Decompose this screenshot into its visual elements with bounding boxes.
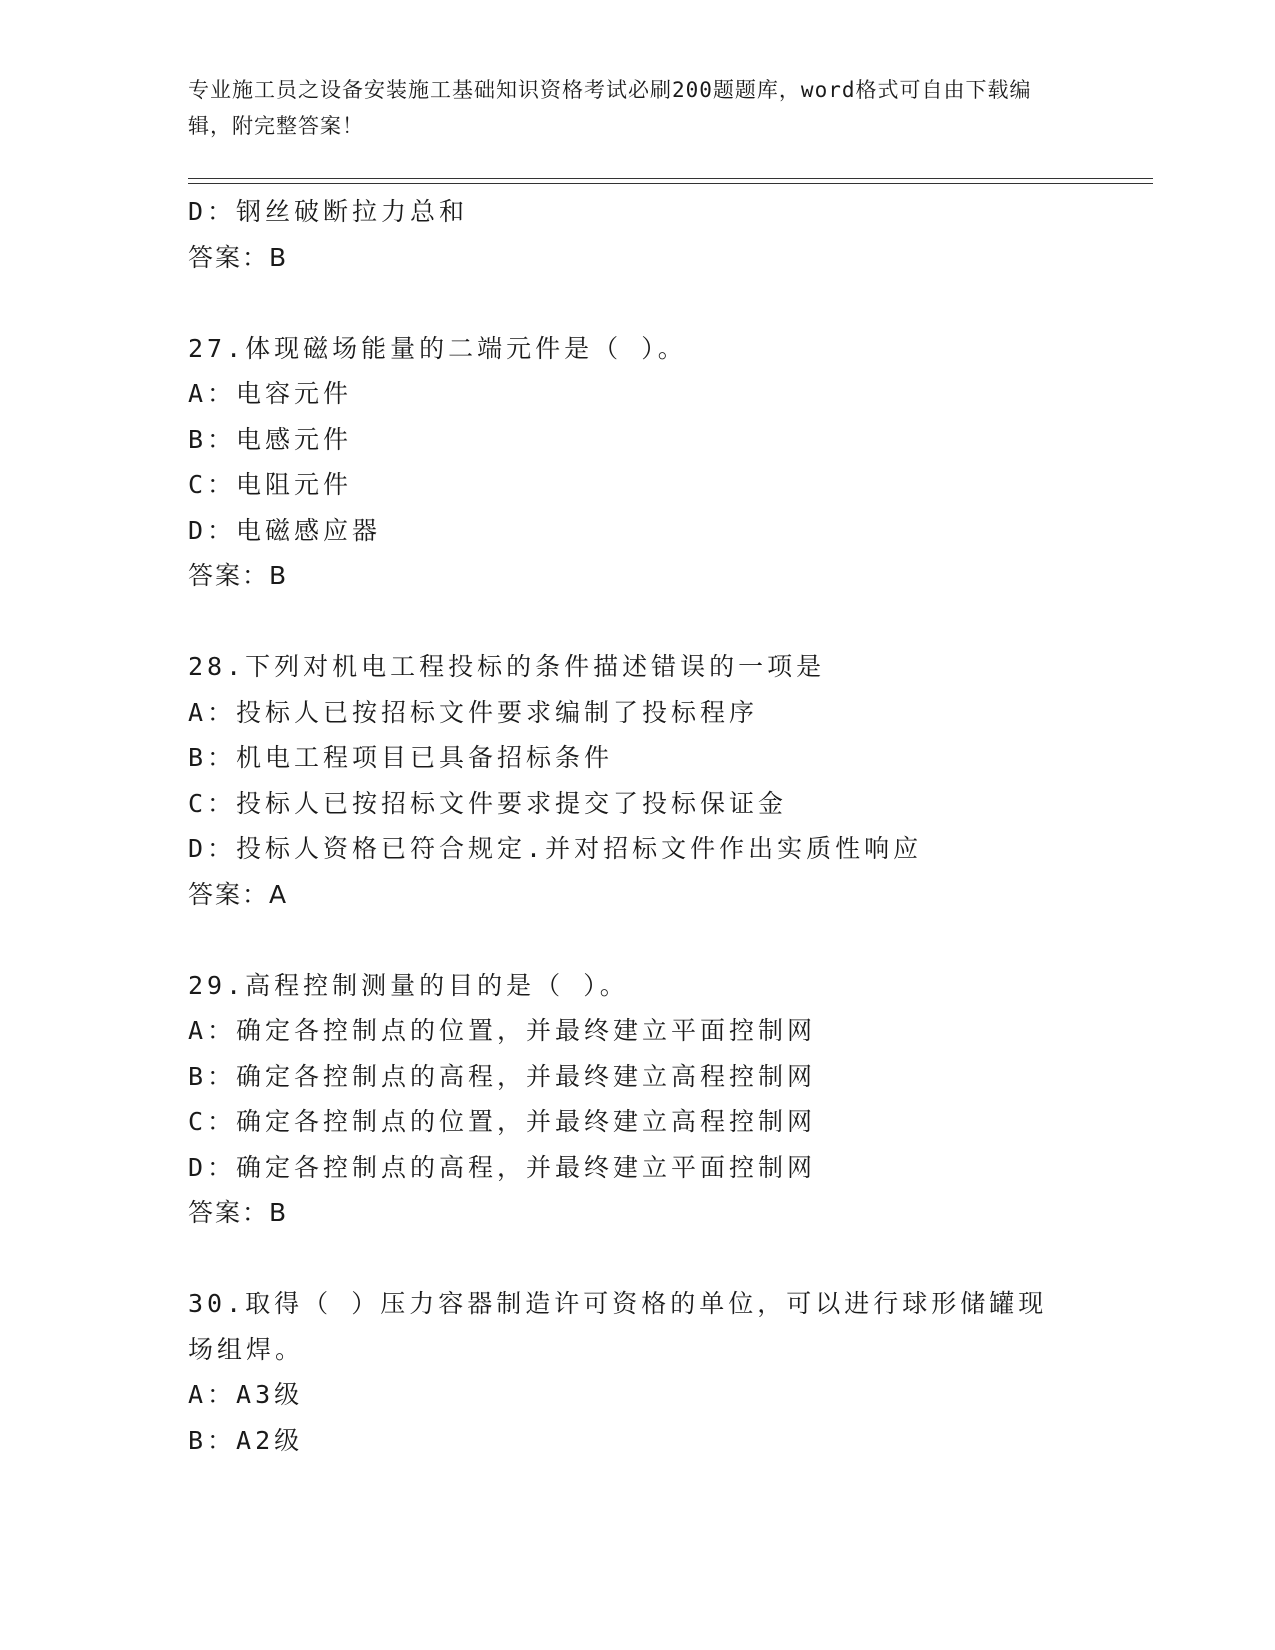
spacer [188, 599, 1088, 645]
spacer [188, 917, 1088, 963]
answer-line: 答案：B [188, 1198, 289, 1227]
option-a: A：A3级 [188, 1380, 304, 1409]
question-28-text: 28.下列对机电工程投标的条件描述错误的一项是 [188, 652, 826, 681]
question-30-text: 30.取得（ ）压力容器制造许可资格的单位，可以进行球形储罐现场组焊。 [188, 1289, 1048, 1364]
answer-line: 答案：B [188, 242, 289, 272]
header-title: 专业施工员之设备安装施工基础知识资格考试必刷200题题库，word格式可自由下载编辑，附完整答案！ [188, 78, 1032, 138]
option-b: B：确定各控制点的高程，并最终建立高程控制网 [188, 1061, 817, 1091]
option-d: D：投标人资格已符合规定.并对招标文件作出实质性响应 [188, 834, 923, 863]
question-list [188, 189, 1088, 1463]
option-c: C：确定各控制点的位置，并最终建立高程控制网 [188, 1107, 817, 1136]
option-c: C：投标人已按招标文件要求提交了投标保证金 [188, 788, 788, 818]
question-29-text: 29.高程控制测量的目的是（ ）。 [188, 970, 629, 1000]
option-c: C：电阻元件 [188, 470, 353, 499]
option-d: D：确定各控制点的高程，并最终建立平面控制网 [188, 1152, 817, 1182]
header-divider-bottom [188, 183, 1153, 184]
document-header [188, 72, 1068, 144]
spacer [188, 280, 1088, 326]
option-b: B：电感元件 [188, 424, 353, 454]
option-a: A：投标人已按招标文件要求编制了投标程序 [188, 697, 759, 727]
spacer [188, 1236, 1088, 1282]
header-divider-top [188, 178, 1153, 179]
option-d: D：钢丝破断拉力总和 [188, 197, 469, 226]
option-b: B：机电工程项目已具备招标条件 [188, 743, 614, 772]
option-a: A：确定各控制点的位置，并最终建立平面控制网 [188, 1016, 817, 1045]
answer-line: 答案：A [188, 879, 289, 909]
option-d: D：电磁感应器 [188, 515, 382, 545]
option-b: B：A2级 [188, 1425, 304, 1455]
question-27-text: 27.体现磁场能量的二端元件是（ ）。 [188, 333, 687, 363]
answer-line: 答案：B [188, 561, 289, 590]
option-a: A：电容元件 [188, 379, 353, 408]
